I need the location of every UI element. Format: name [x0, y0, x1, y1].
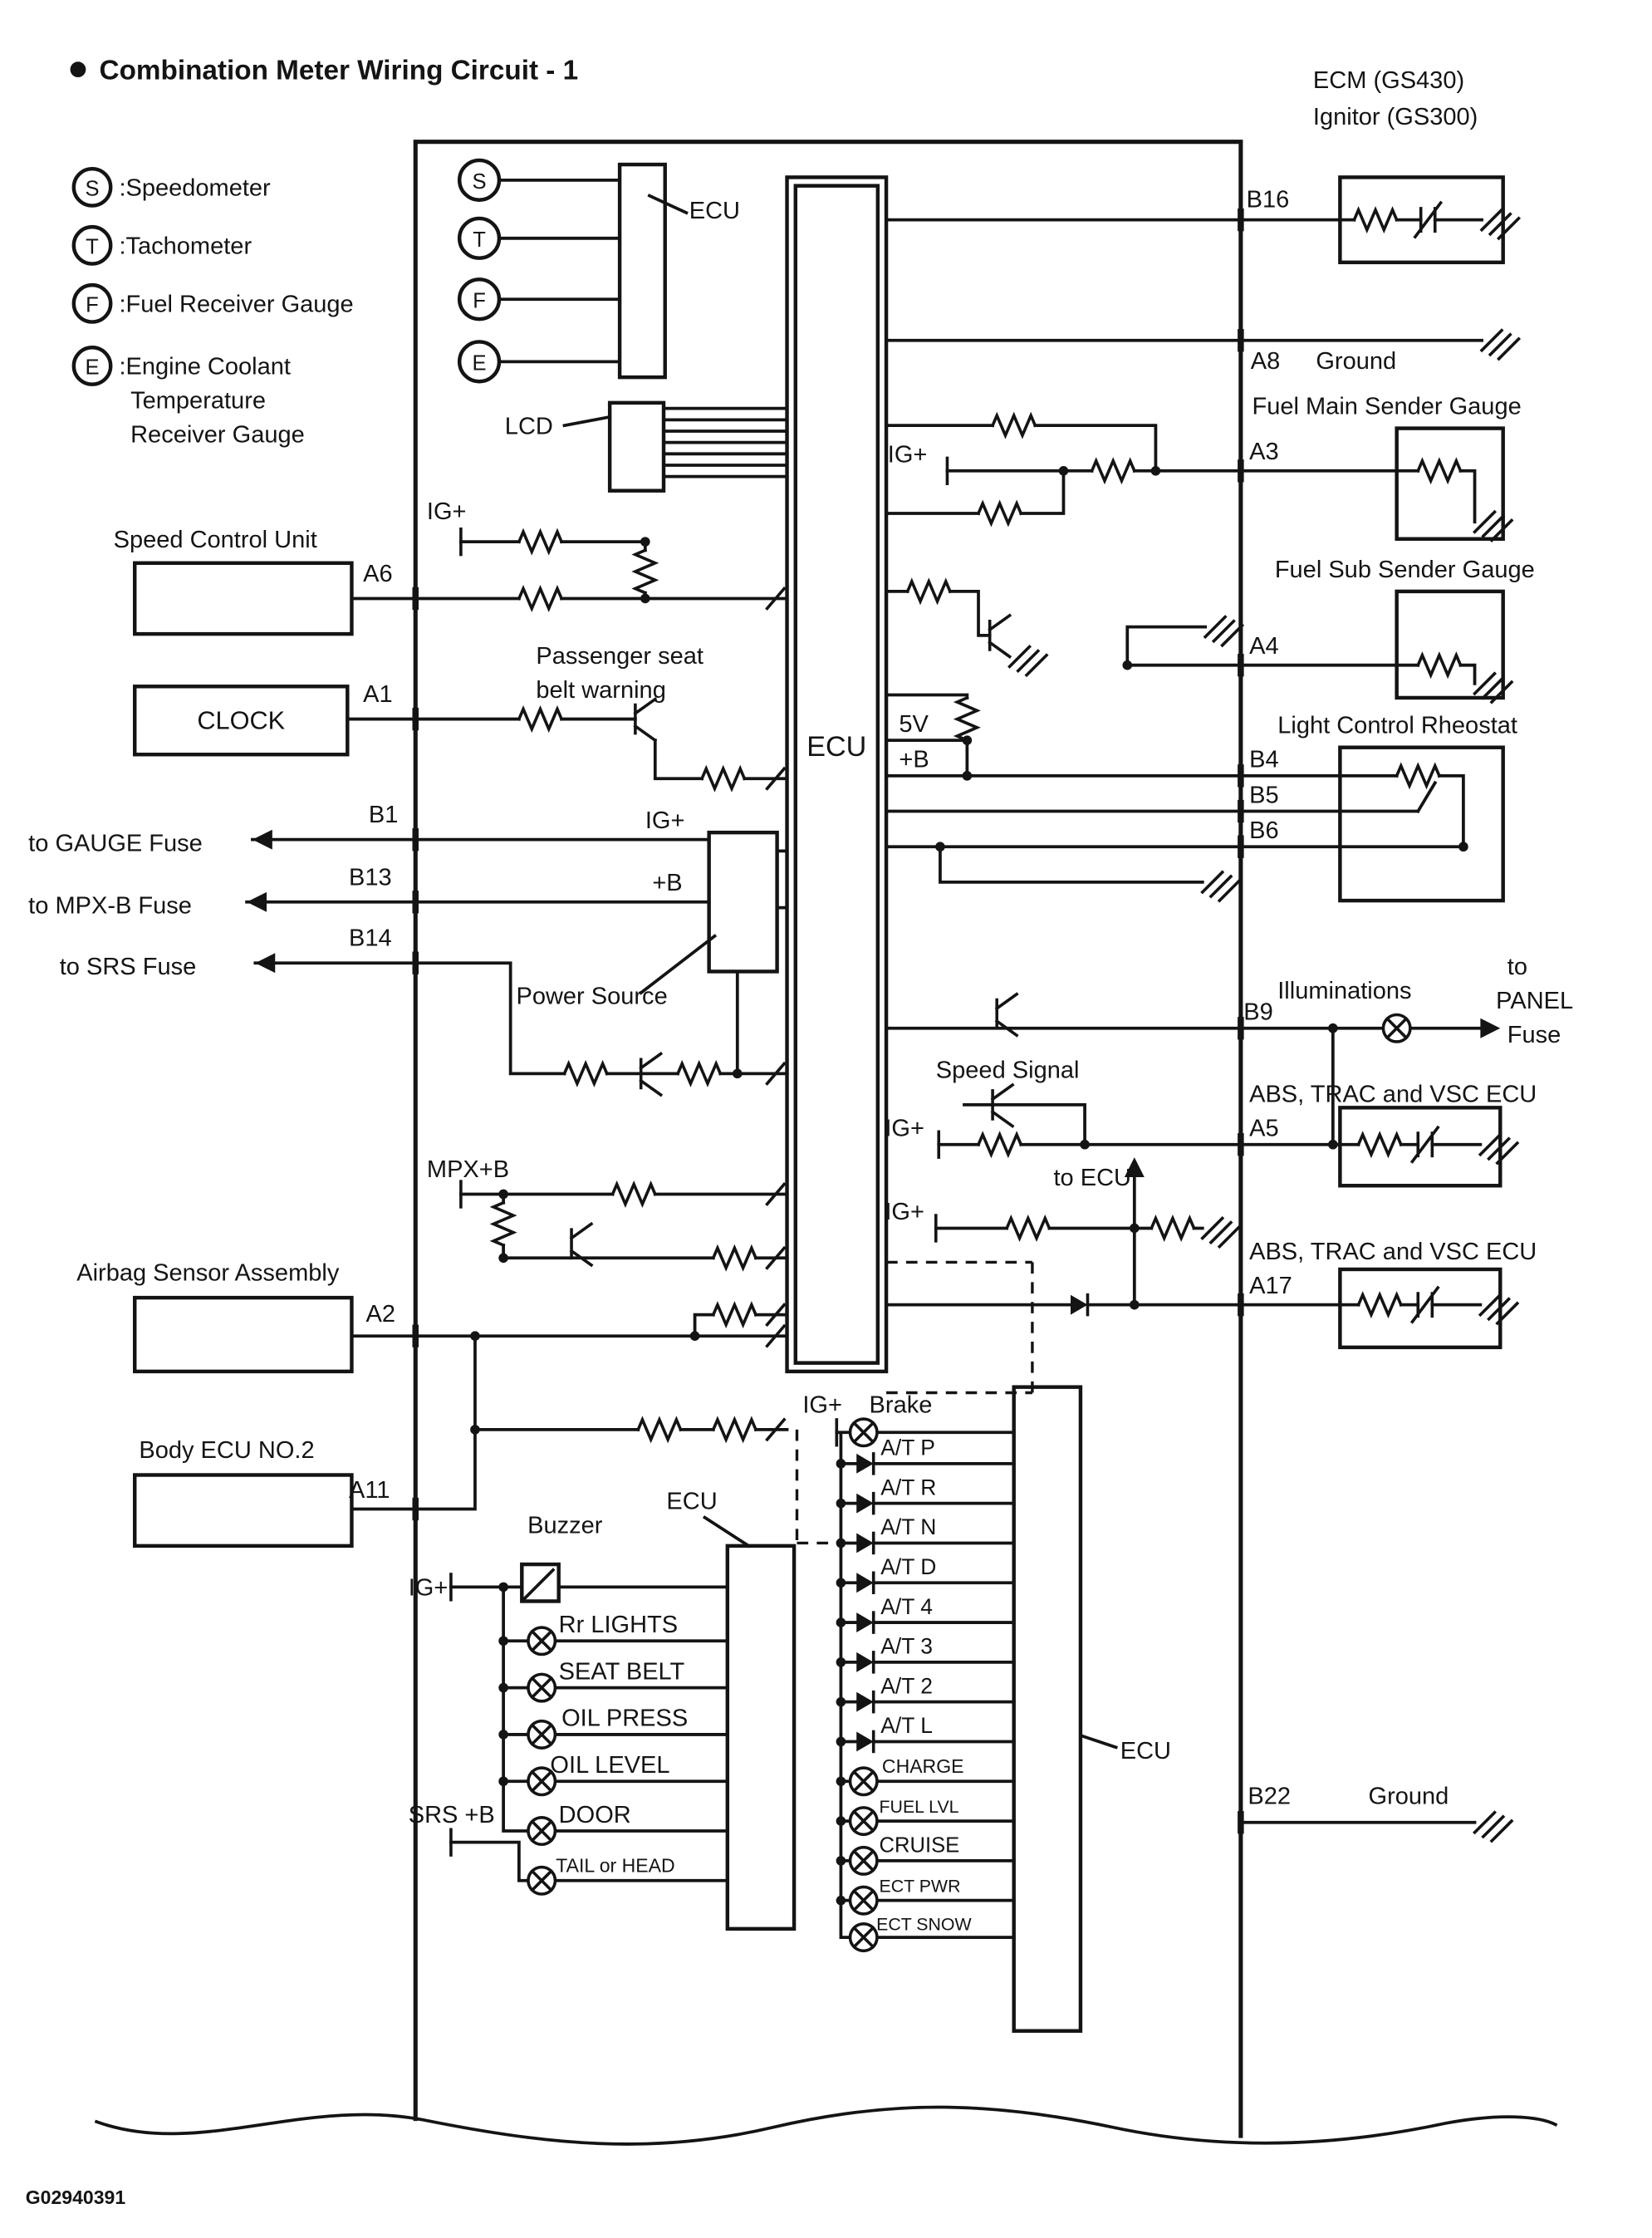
lamp-icon [528, 1674, 555, 1701]
ground-icon [1203, 872, 1239, 901]
terminal-b16: B16 [1246, 186, 1290, 213]
diode-icon [856, 1692, 873, 1712]
page-title: Combination Meter Wiring Circuit - 1 [99, 55, 579, 86]
tachometer-label: :Tachometer [119, 233, 252, 260]
body-ecu-label: Body ECU NO.2 [139, 1437, 315, 1465]
resistor-symbol [1354, 210, 1396, 230]
gauge-section [459, 160, 787, 491]
resistor-symbol [635, 550, 655, 592]
connector-pin [413, 1325, 419, 1347]
resistor-symbol [1359, 1295, 1401, 1315]
lamp-row-label: Rr LIGHTS [558, 1612, 679, 1639]
speedometer-label: :Speedometer [119, 174, 271, 202]
title-bullet [71, 61, 86, 77]
resistor-symbol [993, 415, 1035, 435]
tachometer-symbol: T [86, 235, 99, 259]
lamp-icon [528, 1867, 555, 1894]
diode-icon [856, 1454, 873, 1474]
indicator-row-label: CHARGE [881, 1755, 964, 1778]
indicator-ecu-box [1014, 1387, 1081, 2031]
resistor-symbol [493, 1203, 513, 1245]
indicator-row-label: ECT SNOW [876, 1914, 972, 1935]
lamp-icon [851, 1808, 877, 1834]
ig-label-power: IG+ [645, 807, 685, 835]
indicator-row-label: A/T D [880, 1554, 937, 1580]
resistor-symbol [713, 1248, 756, 1268]
lcd-label: LCD [504, 413, 553, 440]
fuel-sub-wires [886, 591, 1474, 684]
resistor-symbol [519, 709, 561, 729]
connector-pin [1238, 209, 1244, 231]
figure-code: G02940391 [25, 2186, 126, 2209]
lcd-bus-wires [664, 409, 787, 477]
five-v-label: 5V [899, 710, 929, 738]
terminal-b5: B5 [1249, 782, 1279, 809]
terminal-b13: B13 [349, 864, 392, 891]
airbag-label: Airbag Sensor Assembly [76, 1259, 340, 1287]
connector-pin [1238, 654, 1244, 676]
terminal-b9: B9 [1243, 999, 1273, 1026]
fuel-main-sender-box [1397, 429, 1503, 539]
warning-ecu-box [728, 1546, 794, 1929]
legend [74, 169, 354, 448]
buzzer-label: Buzzer [527, 1512, 603, 1539]
srs-fuse-label: to SRS Fuse [59, 953, 197, 980]
diode-icon [856, 1732, 873, 1752]
terminal-a17: A17 [1249, 1272, 1292, 1299]
abs-ecu-box-2 [1340, 1269, 1500, 1347]
brake-lamp-icon [851, 1419, 877, 1445]
resistor-symbol [1397, 766, 1439, 786]
srs-label: SRS +B [408, 1801, 495, 1828]
power-source-box [709, 832, 777, 971]
terminal-a2: A2 [365, 1301, 396, 1328]
connector-pin [1238, 1811, 1244, 1833]
rheostat-label: Light Control Rheostat [1277, 712, 1517, 739]
ig-label-a3: IG+ [887, 441, 928, 469]
ignitor-label: Ignitor (GS300) [1312, 104, 1478, 131]
diode-icon [856, 1573, 873, 1593]
terminal-a4: A4 [1249, 633, 1279, 660]
indicator-row-label: A/T L [880, 1713, 933, 1739]
panel-fuse-label-2: PANEL [1496, 987, 1574, 1014]
abs-ecu-box-1 [1340, 1107, 1500, 1185]
fuel-sub-label: Fuel Sub Sender Gauge [1274, 556, 1535, 583]
connector-pin [413, 1498, 419, 1520]
abs-ecu-label-1: ABS, TRAC and VSC ECU [1249, 1081, 1537, 1108]
gauge-ecu-box [620, 164, 665, 377]
meter-frame [415, 142, 1241, 2136]
resistor-symbol [1418, 655, 1460, 675]
connector-pin [413, 828, 419, 851]
clock-label: CLOCK [197, 705, 286, 735]
resistor-symbol [713, 1305, 756, 1325]
fuel-main-wires [886, 425, 1474, 522]
indicator-row-label: A/T 2 [880, 1673, 933, 1699]
coolant-gauge-label-2: Temperature [130, 387, 266, 415]
gauge-e: E [472, 351, 487, 375]
fuel-gauge-symbol: F [86, 293, 99, 317]
passenger-warning-label-1: Passenger seat [536, 642, 703, 670]
indicator-ig-label: IG+ [802, 1391, 842, 1419]
indicator-row-label: A/T 3 [880, 1633, 933, 1659]
resistor-symbol [1007, 1219, 1049, 1239]
speed-control-unit-box [135, 563, 351, 634]
lcd-box [610, 403, 664, 491]
coolant-gauge-label-3: Receiver Gauge [130, 421, 305, 449]
terminal-b14: B14 [349, 925, 392, 952]
b22-ground-label: Ground [1368, 1783, 1449, 1810]
mpx-b-label: MPX+B [426, 1156, 510, 1183]
airbag-sensor-box [135, 1298, 351, 1372]
indicator-row-label: A/T P [880, 1435, 935, 1460]
lamp-icon [851, 1924, 877, 1951]
indicator-row-label: CRUISE [879, 1833, 960, 1858]
terminal-a5: A5 [1249, 1115, 1279, 1142]
diode-icon [856, 1534, 873, 1553]
passenger-warning-label-2: belt warning [536, 676, 666, 704]
resistor-symbol [638, 1420, 680, 1440]
resistor-symbol [713, 1420, 756, 1440]
torn-edge-wave [96, 2107, 1556, 2143]
resistor-symbol [702, 768, 744, 788]
diode-icon [856, 1612, 873, 1632]
to-ecu-label: to ECU [1053, 1165, 1132, 1192]
resistor-symbol [565, 1063, 607, 1083]
diode-icon [856, 1652, 873, 1672]
brake-label: Brake [869, 1391, 933, 1419]
terminal-a8: A8 [1250, 347, 1281, 375]
lcd-pointer [565, 417, 610, 425]
lamp-icon [528, 1721, 555, 1748]
indicator-row-label: A/T N [880, 1514, 937, 1540]
connector-pin [1238, 800, 1244, 822]
indicator-row-label: A/T R [880, 1475, 937, 1500]
lamp-icon [528, 1818, 555, 1844]
ground-icon [1475, 1813, 1512, 1841]
resistor-symbol [957, 698, 977, 740]
warning-lamp-labels [409, 1488, 718, 1876]
power-source-label: Power Source [516, 983, 668, 1010]
plusb-label-power: +B [652, 870, 683, 897]
main-ecu [787, 177, 887, 1371]
panel-fuse-label-3: Fuse [1507, 1021, 1561, 1048]
ground-icon [1203, 1219, 1239, 1247]
connector-pin [1238, 1293, 1244, 1316]
panel-fuse-label-1: to [1507, 953, 1528, 980]
body-ecu-box [135, 1475, 351, 1546]
left-labels [28, 498, 703, 1504]
warning-ig-label: IG+ [408, 1574, 449, 1602]
lamp-row-label: OIL LEVEL [550, 1752, 670, 1779]
ground-icon [1475, 512, 1512, 540]
resistor-symbol [978, 503, 1021, 523]
left-arrow-icon [255, 953, 275, 973]
resistor-symbol [613, 1185, 655, 1205]
speed-control-unit-label: Speed Control Unit [113, 526, 317, 553]
connector-pin [413, 952, 419, 974]
ecm-label: ECM (GS430) [1312, 66, 1465, 94]
ground-icon [1482, 210, 1518, 238]
speed-signal-label: Speed Signal [935, 1057, 1080, 1084]
resistor-symbol [678, 1063, 720, 1083]
indicator-row-label: A/T 4 [880, 1593, 933, 1619]
spark-gap-symbols [1412, 203, 1440, 1322]
lamp-icon [851, 1768, 877, 1794]
indicator-row-label: ECT PWR [879, 1876, 961, 1897]
terminal-b6: B6 [1249, 817, 1279, 844]
ground-icon [1205, 617, 1242, 645]
ig-label-b: IG+ [885, 1199, 924, 1226]
terminal-a1: A1 [363, 681, 393, 709]
indicator-row-label: FUEL LVL [879, 1796, 959, 1817]
a8-ground-label: Ground [1316, 347, 1397, 375]
ground-icon [1010, 646, 1047, 675]
diode-icon [1071, 1295, 1087, 1315]
resistor-symbol [519, 588, 561, 608]
connector-pin [413, 587, 419, 610]
main-ecu-outer [787, 177, 887, 1371]
illumination-lamp-icon [1383, 1015, 1409, 1042]
fuel-main-label: Fuel Main Sender Gauge [1252, 393, 1522, 420]
resistor-symbol [908, 582, 950, 601]
lamp-row-label: TAIL or HEAD [556, 1854, 675, 1877]
right-arrow-icon [1480, 1018, 1500, 1038]
header [71, 56, 1478, 131]
ig-label-a5: IG+ [885, 1115, 924, 1142]
lamp-icon [851, 1887, 877, 1913]
indicator-ecu-label: ECU [1120, 1737, 1172, 1764]
gauge-wires [499, 180, 620, 362]
ig-label-top: IG+ [426, 498, 467, 525]
abs-ecu-label-2: ABS, TRAC and VSC ECU [1249, 1239, 1537, 1266]
warning-ecu-label: ECU [666, 1488, 718, 1515]
fuel-gauge-label: :Fuel Receiver Gauge [119, 291, 354, 318]
lamp-row-label: OIL PRESS [561, 1705, 689, 1732]
terminal-a6: A6 [363, 560, 393, 587]
coolant-gauge-label-1: :Engine Coolant [119, 353, 291, 380]
connector-pin [1238, 764, 1244, 787]
resistor-symbol [1092, 461, 1135, 481]
gauge-f: F [473, 289, 486, 313]
resistor-symbol [1151, 1219, 1194, 1239]
resistor-symbol [1359, 1135, 1401, 1155]
resistor-symbol [1418, 461, 1460, 481]
ecu-top-label: ECU [689, 197, 741, 224]
main-ecu-label: ECU [806, 730, 867, 763]
lamp-row-label: DOOR [558, 1801, 631, 1828]
speedometer-symbol: S [85, 177, 100, 201]
gauge-s: S [472, 170, 487, 194]
connector-pin [413, 891, 419, 913]
transistor-icon [990, 616, 1010, 657]
terminal-b22: B22 [1248, 1783, 1292, 1810]
lamp-symbols [528, 1015, 1410, 1951]
terminal-a11: A11 [349, 1476, 390, 1504]
ground-icon [1482, 331, 1518, 359]
left-arrow-icon [247, 892, 267, 912]
ecu-top-pointer [650, 196, 686, 213]
terminal-b1: B1 [368, 802, 399, 829]
a17-wires [886, 1145, 1480, 1305]
terminal-a3: A3 [1249, 439, 1279, 466]
plus-b-label: +B [899, 746, 929, 773]
connector-pin [1238, 1133, 1244, 1156]
connector-pin [1238, 329, 1244, 351]
resistor-symbol [519, 532, 561, 552]
illuminations-label: Illuminations [1277, 977, 1412, 1004]
coolant-gauge-symbol: E [85, 356, 100, 380]
connector-pin [1238, 836, 1244, 858]
main-ecu-inner [796, 186, 878, 1363]
diode-icon [856, 1494, 873, 1514]
gauge-fuse-label: to GAUGE Fuse [28, 830, 203, 857]
lamp-row-label: SEAT BELT [558, 1658, 685, 1686]
transistor-icon [635, 699, 655, 741]
lamp-icon [528, 1627, 555, 1654]
indicator-wires [836, 1432, 1115, 1937]
lamp-icon [851, 1848, 877, 1874]
resistor-symbol [978, 1135, 1021, 1155]
gauge-t: T [473, 228, 486, 253]
connector-ticks [413, 209, 1244, 1833]
connector-pin [413, 708, 419, 730]
terminal-b4: B4 [1249, 746, 1279, 773]
connector-pin [1238, 459, 1244, 482]
mpxb-fuse-label: to MPX-B Fuse [28, 892, 192, 920]
left-arrow-icon [252, 830, 272, 850]
power-source-wires [247, 840, 787, 1074]
